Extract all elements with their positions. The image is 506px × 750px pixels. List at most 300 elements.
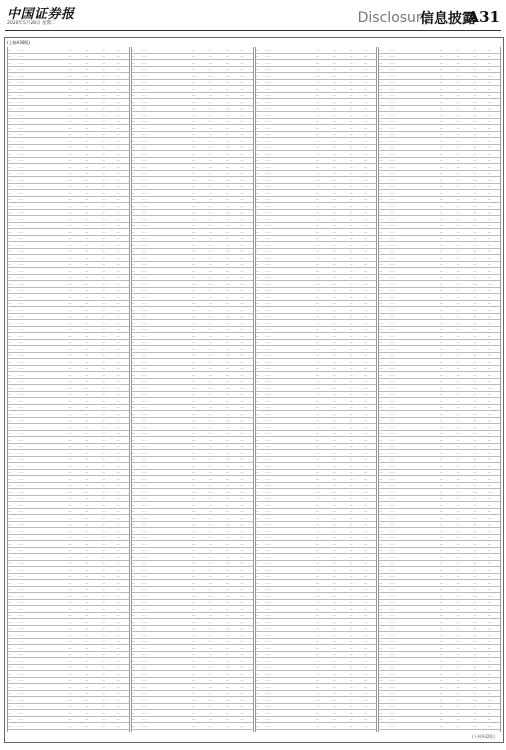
table-cell: …… [265,470,272,475]
table-cell: — [225,138,229,143]
table-cell: — [379,242,383,247]
table-cell: — [131,548,135,553]
table-cell: — [332,606,336,611]
table-cell: — [8,619,11,624]
table-cell: — [116,392,120,397]
table-cell: — [315,210,319,215]
table-cell: — [192,496,196,501]
table-cell: …… [141,346,148,351]
table-cell: — [379,262,383,267]
table-cell: — [192,717,196,722]
table-cell: — [8,580,11,585]
table-cell: — [8,684,11,689]
table-cell: — [487,151,491,156]
table-cell: …… [265,587,272,592]
table-cell: — [349,249,353,254]
table-cell: …… [265,242,272,247]
table-cell: — [8,671,11,676]
table-cell: — [240,314,244,319]
table-cell: — [473,190,477,195]
table-cell: …… [141,294,148,299]
table-cell: — [225,691,229,696]
table-cell: …… [265,593,272,598]
table-cell: …… [388,216,395,221]
table-cell: …… [265,379,272,384]
table-cell: …… [265,99,272,104]
table-cell: — [349,353,353,358]
table-cell: — [192,346,196,351]
table-cell: — [131,203,135,208]
table-cell [192,730,209,732]
table-cell: — [225,119,229,124]
table-cell: — [439,60,443,65]
table-cell: — [379,437,383,442]
table-cell: — [192,249,196,254]
table-cell: — [364,632,368,637]
table-cell: — [85,210,89,215]
table-cell: — [85,639,89,644]
table-cell: — [473,710,477,715]
table-cell: — [349,294,353,299]
table-cell: …… [388,86,395,91]
table-cell: — [225,554,229,559]
table-cell: — [102,60,106,65]
table-cell: …… [265,535,272,540]
table-cell: …… [17,54,24,59]
table-cell: …… [17,658,24,663]
table-cell: — [487,392,491,397]
table-cell: — [315,281,319,286]
table-cell: — [85,463,89,468]
table-cell: — [131,346,135,351]
table-cell: — [240,93,244,98]
table-cell: — [225,47,229,52]
table-cell: …… [141,132,148,137]
table-cell: — [102,80,106,85]
table-cell: — [379,190,383,195]
table-cell: — [439,236,443,241]
table-cell: — [255,632,259,637]
table-cell: — [349,99,353,104]
table-cell: …… [388,99,395,104]
table-cell: …… [17,229,24,234]
table-cell: — [225,431,229,436]
table-cell: — [379,658,383,663]
table-cell: — [349,587,353,592]
table-cell: …… [265,548,272,553]
table-cell: …… [265,151,272,156]
table-cell: — [192,203,196,208]
table-cell: — [456,613,460,618]
table-cell: — [225,515,229,520]
table-cell: — [315,106,319,111]
table-cell: …… [141,424,148,429]
table-cell: — [225,184,229,189]
table-cell: — [102,444,106,449]
table-cell: — [85,541,89,546]
table-cell: — [473,223,477,228]
table-cell: — [439,548,443,553]
table-cell: …… [265,704,272,709]
table-cell: — [364,158,368,163]
table-cell: — [364,723,368,728]
table-cell: — [85,502,89,507]
table-cell: — [225,249,229,254]
table-cell: — [8,470,11,475]
table-cell: — [439,288,443,293]
table-cell: — [364,619,368,624]
table-cell: — [315,717,319,722]
table-cell: …… [388,671,395,676]
table-cell: — [68,515,72,520]
table-cell [18,730,69,732]
table-cell: — [315,275,319,280]
table-cell: — [456,93,460,98]
table-cell: — [8,307,11,312]
table-cell: — [131,678,135,683]
table-cell: — [349,535,353,540]
table-cell: — [473,723,477,728]
table-cell: — [85,665,89,670]
table-cell: — [192,353,196,358]
table-cell: …… [388,340,395,345]
table-cell: …… [265,502,272,507]
table-cell: …… [141,158,148,163]
table-cell: — [473,210,477,215]
table-cell: — [102,54,106,59]
table-cell: …… [388,645,395,650]
table-cell: — [379,574,383,579]
table-cell: — [364,613,368,618]
table-cell: — [192,93,196,98]
table-cell: — [332,125,336,130]
table-cell: — [240,398,244,403]
table-cell: — [349,132,353,137]
table-cell: — [364,522,368,527]
table-cell: — [349,723,353,728]
table-cell: — [315,541,319,546]
table-cell: — [379,444,383,449]
table-cell: — [68,431,72,436]
table-cell: — [315,587,319,592]
table-cell: — [8,171,11,176]
table-cell: — [364,112,368,117]
table-cell: — [85,262,89,267]
table-cell: — [240,697,244,702]
table-cell: — [456,489,460,494]
table-cell: — [192,184,196,189]
table-cell: — [102,385,106,390]
table-cell: — [225,216,229,221]
table-cell: — [487,723,491,728]
table-cell: — [255,509,259,514]
table-cell: — [68,580,72,585]
table-cell: — [487,67,491,72]
table-cell: — [315,606,319,611]
table-cell: — [209,704,212,709]
table-cell: — [439,47,443,52]
table-cell: — [209,171,212,176]
table-cell: — [68,496,72,501]
table-cell: — [192,697,196,702]
table-cell: …… [17,385,24,390]
table-cell: …… [265,554,272,559]
table-cell: …… [265,476,272,481]
table-cell: — [379,457,383,462]
table-cell: — [255,229,259,234]
table-cell: …… [265,710,272,715]
table-cell: — [349,216,353,221]
table-cell: …… [17,249,24,254]
table-cell: — [68,652,72,657]
table-cell: — [473,60,477,65]
table-cell: — [8,554,11,559]
table-cell: — [131,151,135,156]
table-cell: — [102,600,106,605]
table-cell: — [473,216,477,221]
table-cell: — [192,132,196,137]
table-cell: — [456,697,460,702]
table-cell: — [68,60,72,65]
table-cell: …… [17,457,24,462]
table-cell: — [255,99,259,104]
table-cell: — [487,112,491,117]
table-cell: — [487,197,491,202]
table-cell: — [192,444,196,449]
table-cell: — [192,554,196,559]
table-cell: — [240,229,244,234]
table-cell: — [439,665,443,670]
table-cell: — [192,262,196,267]
table-cell: …… [388,678,395,683]
table-cell: — [85,236,89,241]
table-cell: — [487,73,491,78]
table-cell: — [473,119,477,124]
table-cell: — [225,450,229,455]
table-cell: — [209,93,212,98]
table-cell: — [487,268,491,273]
table-cell: — [364,236,368,241]
table-cell: — [209,580,212,585]
table-cell: — [192,509,196,514]
table-cell: — [68,171,72,176]
table-cell: — [8,567,11,572]
table-cell: …… [17,392,24,397]
table-cell: …… [141,288,148,293]
table-cell: — [209,281,212,286]
table-cell: — [8,372,11,377]
table-cell: …… [17,99,24,104]
table-cell: — [364,73,368,78]
table-cell: — [379,587,383,592]
table-cell: — [473,275,477,280]
table-cell: — [85,593,89,598]
table-cell: — [255,535,259,540]
table-cell: …… [388,606,395,611]
table-cell: — [68,710,72,715]
table-cell: — [8,216,11,221]
table-cell: — [116,203,120,208]
table-cell: — [85,580,89,585]
table-cell: — [68,294,72,299]
table-cell: — [379,288,383,293]
table-cell: …… [265,112,272,117]
table-cell: …… [265,268,272,273]
table-cell: — [487,593,491,598]
table-cell: — [209,314,212,319]
table-cell: — [255,60,259,65]
table-cell: …… [265,717,272,722]
table-cell: …… [388,444,395,449]
table-cell: — [240,86,244,91]
table-cell: — [439,327,443,332]
table-cell: — [68,522,72,527]
table-cell: — [240,112,244,117]
table-cell: …… [17,353,24,358]
table-cell: — [364,535,368,540]
table-cell: — [332,54,336,59]
table-cell: — [225,190,229,195]
table-cell: — [102,626,106,631]
table-cell: — [439,457,443,462]
table-cell: — [192,561,196,566]
table-cell: — [456,47,460,52]
table-cell: — [8,288,11,293]
table-cell: — [439,294,443,299]
table-cell: — [439,379,443,384]
table-cell: — [240,444,244,449]
table-cell: — [456,249,460,254]
table-cell: — [8,86,11,91]
table-cell: — [102,86,106,91]
table-cell: …… [17,606,24,611]
table-cell: …… [265,314,272,319]
table-cell: …… [17,366,24,371]
table-cell: — [68,645,72,650]
table-cell: — [209,483,212,488]
table-cell: — [192,639,196,644]
table-cell: — [240,645,244,650]
table-cell: — [473,554,477,559]
table-cell: — [255,307,259,312]
table-cell: — [255,67,259,72]
table-cell: — [332,561,336,566]
table-cell: — [85,710,89,715]
table-cell: — [240,541,244,546]
table-cell: — [456,626,460,631]
table-cell: …… [388,470,395,475]
table-cell: …… [17,723,24,728]
table-cell: — [85,626,89,631]
table-cell: — [209,340,212,345]
table-cell: — [255,288,259,293]
table-cell: …… [388,522,395,527]
table-cell: …… [388,164,395,169]
table-cell: …… [265,385,272,390]
table-cell: — [364,600,368,605]
table-cell: — [116,190,120,195]
table-cell: …… [388,639,395,644]
table-cell: — [131,691,135,696]
table-cell: — [102,171,106,176]
table-cell: …… [141,658,148,663]
table-cell: …… [388,275,395,280]
table-cell: — [102,671,106,676]
table-cell: …… [388,229,395,234]
table-cell: …… [141,515,148,520]
table-cell: — [8,476,11,481]
table-cell: — [116,567,120,572]
table-cell: …… [141,509,148,514]
table-cell: — [131,626,135,631]
table-cell: — [315,437,319,442]
table-cell: — [332,203,336,208]
table-cell: …… [265,93,272,98]
table-cell: — [473,561,477,566]
table-cell: — [315,359,319,364]
table-cell: — [68,314,72,319]
table-cell: …… [141,535,148,540]
table-cell: — [131,366,135,371]
table-cell: — [240,411,244,416]
table-cell: — [131,470,135,475]
table-cell: — [456,470,460,475]
table-cell: — [192,327,196,332]
table-cell: — [379,60,383,65]
table-cell: — [456,125,460,130]
table-cell: — [116,385,120,390]
table-cell: …… [17,613,24,618]
table-cell: — [240,210,244,215]
table-cell: — [315,580,319,585]
table-cell: — [102,398,106,403]
table-cell: …… [17,704,24,709]
table-cell: …… [141,613,148,618]
table-cell: — [192,684,196,689]
table-cell: — [456,262,460,267]
table-cell: …… [388,652,395,657]
table-cell: — [255,457,259,462]
table-cell: — [192,418,196,423]
table-cell: …… [388,132,395,137]
table-cell [440,730,457,732]
table-cell: — [192,405,196,410]
table-cell: — [192,678,196,683]
table-cell: …… [388,697,395,702]
table-cell: — [192,80,196,85]
table-cell: — [364,145,368,150]
table-cell: — [473,502,477,507]
table-cell: — [225,626,229,631]
table-cell: — [487,645,491,650]
table-cell: — [349,184,353,189]
table-cell: — [456,372,460,377]
table-cell: — [487,437,491,442]
table-cell: — [487,483,491,488]
table-cell: — [209,145,212,150]
table-cell: — [379,424,383,429]
table-cell: — [439,652,443,657]
table-cell: …… [141,320,148,325]
table-cell: — [349,554,353,559]
table-cell: — [332,541,336,546]
table-cell: …… [17,93,24,98]
table-cell: — [116,216,120,221]
table-cell: — [85,145,89,150]
table-cell: — [487,99,491,104]
table-cell: — [192,320,196,325]
table-cell: — [131,496,135,501]
